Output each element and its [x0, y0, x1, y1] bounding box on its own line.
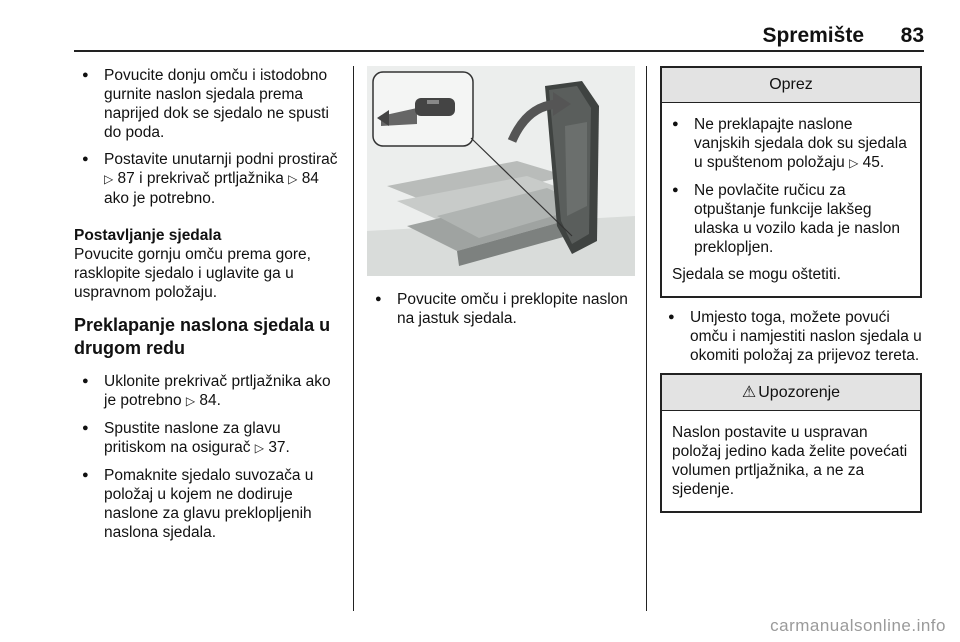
list-item: ● Pomaknite sjedalo suvozača u položaj u kojem ne dodiruje naslone za glavu preklopljenih naslona sjedala.: [74, 466, 346, 542]
page-reference[interactable]: 84.: [199, 392, 221, 409]
ref-arrow-icon: ▷: [185, 394, 196, 408]
page-reference[interactable]: 45.: [862, 154, 885, 171]
column-2: [367, 66, 635, 336]
ref-arrow-icon: ▷: [288, 172, 298, 186]
caution-title: Oprez: [662, 68, 920, 103]
ref-arrow-icon: ▷: [254, 441, 264, 455]
column-divider-1: [353, 66, 354, 611]
warning-header: [662, 375, 920, 411]
list-item: ● Povucite omču i preklopite naslon na jastuk sjedala.: [367, 290, 635, 328]
column-3: [660, 66, 922, 523]
list-item: ● Ne povlačite ručicu za otpuštanje funkcije lakšeg ulaska u vozilo kada je naslon preklopljen.: [672, 181, 912, 257]
warning-text: Naslon postavite u uspravan položaj jedino kada želite povećati volumen prtljažnika, a ne za sjedenje.: [672, 424, 908, 498]
paragraph: Povucite gornju omču prema gore, rasklopite sjedalo i uglavite ga u uspravnom položaju.: [74, 246, 311, 301]
watermark: carmanualsonline.info: [770, 616, 946, 635]
warning-triangle-icon: ⚠: [741, 382, 757, 401]
list-item: ● Uklonite prekrivač prtljažnika ako je potrebno ▷ 84.: [74, 372, 346, 411]
column-divider-2: [646, 66, 647, 611]
warning-box: [660, 373, 922, 513]
section-title: Spremište: [762, 24, 864, 47]
list-item: ● Povucite donju omču i istodobno gurnite naslon sjedala prema naprijed dok se sjedalo ne spusti do poda.: [74, 66, 346, 142]
column-1: [74, 66, 346, 550]
ref-arrow-icon: ▷: [849, 156, 859, 170]
seat-illustration: [367, 66, 635, 276]
page-header: [74, 16, 924, 52]
page-reference[interactable]: 87: [117, 170, 135, 187]
subheading: Postavljanje sjedala: [74, 227, 222, 244]
seat-folding-drawing: [367, 66, 635, 276]
list-item: ● Spustite naslone za glavu pritiskom na osigurač ▷ 37.: [74, 419, 346, 458]
warning-title: Upozorenje: [758, 384, 841, 401]
section-heading: Preklapanje naslona sjedala u drugom redu: [74, 315, 331, 358]
page-reference[interactable]: 37.: [268, 439, 290, 456]
list-item: ● Umjesto toga, možete povući omču i namjestiti naslon sjedala u okomiti položaj za prijevoz tereta.: [660, 308, 922, 365]
ref-arrow-icon: ▷: [104, 172, 114, 186]
list-item: ● Postavite unutarnji podni prostirač ▷ 87 i prekrivač prtljažnika ▷ 84 ako je potrebno.: [74, 150, 346, 208]
page-reference[interactable]: 84: [301, 170, 319, 187]
list-item: ● Ne preklapajte naslone vanjskih sjedala dok su sjedala u spuštenom položaju ▷ 45.: [672, 115, 912, 173]
caution-note: Sjedala se mogu oštetiti.: [672, 266, 841, 283]
caution-box: [660, 66, 922, 298]
page-number: 83: [900, 24, 924, 47]
